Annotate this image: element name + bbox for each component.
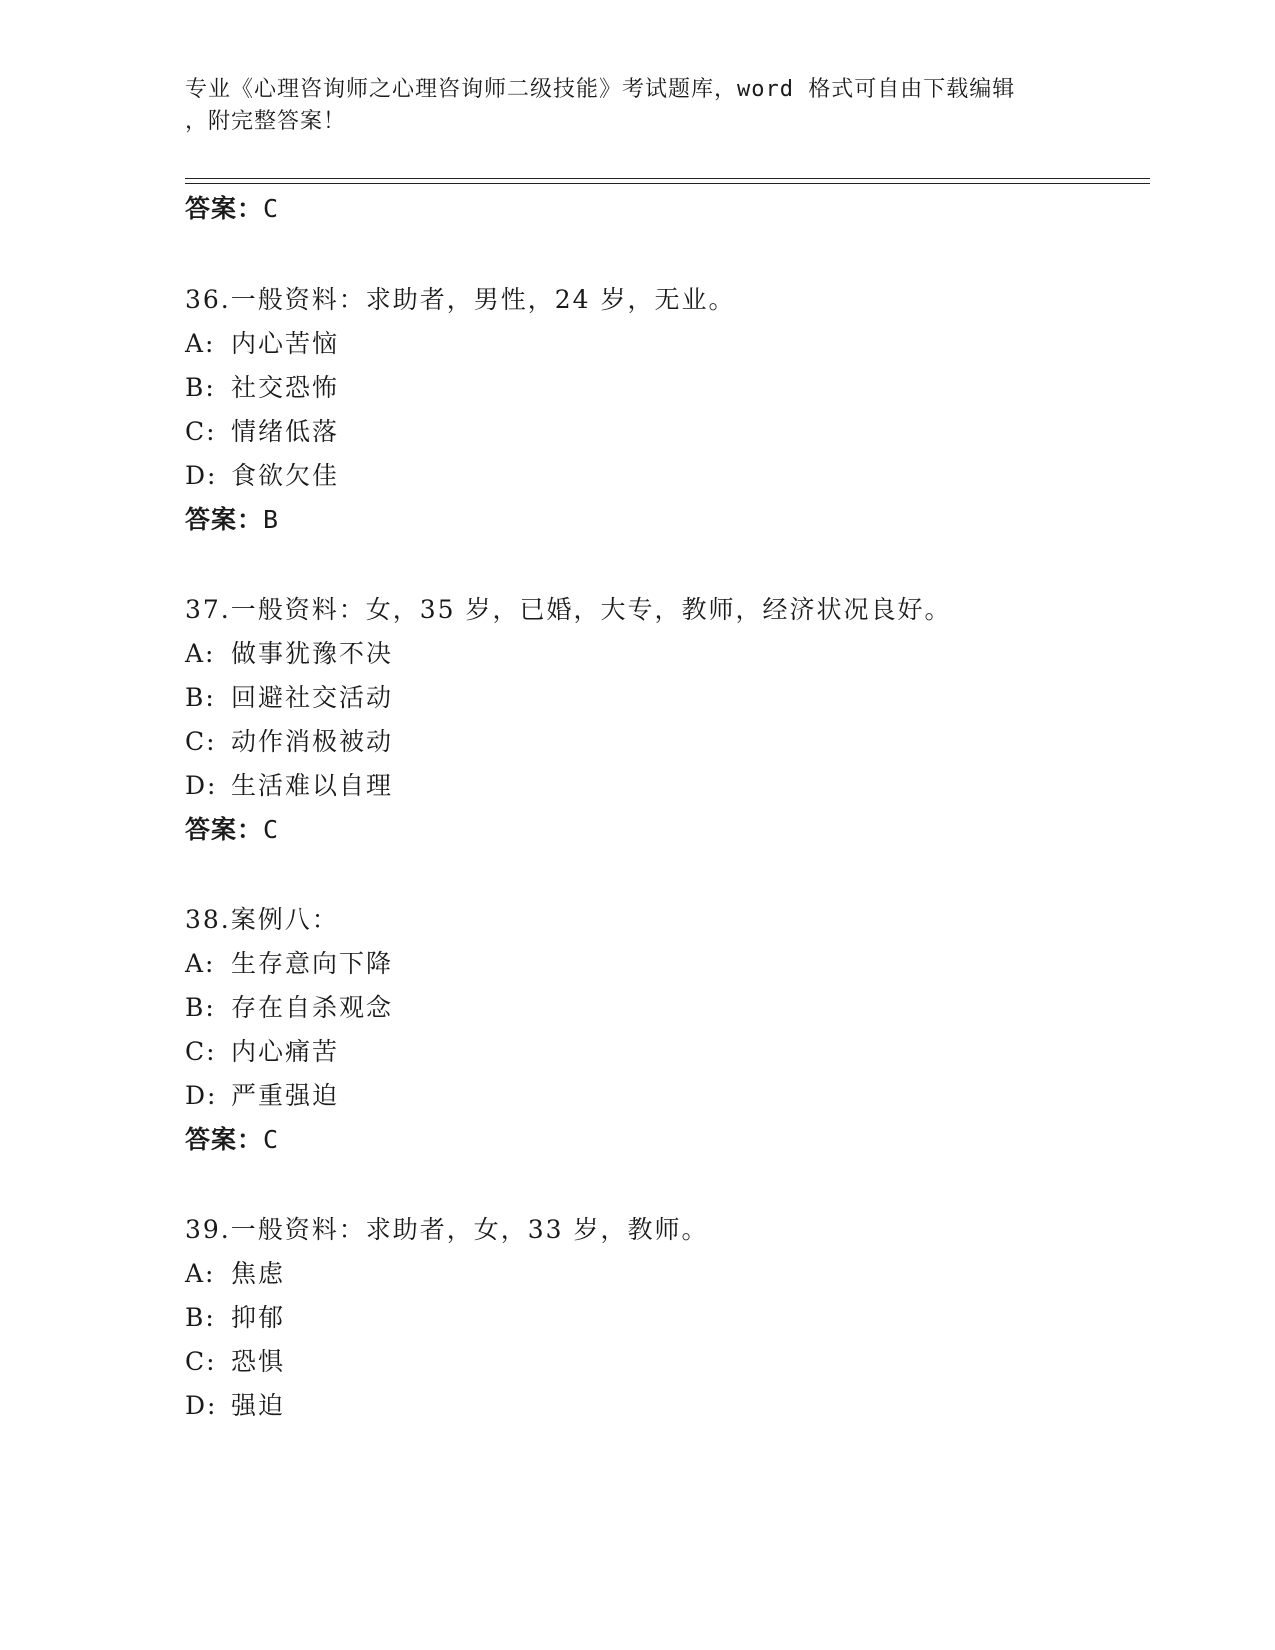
option-a: [185, 637, 393, 671]
header-line-1: 专业《心理咨询师之心理咨询师二级技能》考试题库，word 格式可自由下载编辑: [185, 77, 1016, 102]
option-key: D:: [185, 461, 218, 490]
option-d: [185, 1389, 285, 1423]
answer-value: B: [263, 505, 280, 534]
option-key: B:: [185, 1303, 216, 1332]
answer-line: [185, 813, 279, 847]
option-key: D:: [185, 1391, 218, 1420]
option-text: 抑郁: [231, 1303, 286, 1332]
option-key: C:: [185, 1037, 217, 1066]
option-key: B:: [185, 993, 216, 1022]
option-text: 焦虑: [231, 1259, 286, 1288]
option-a: [185, 327, 339, 361]
option-c: [185, 415, 339, 449]
header-divider-top: [185, 178, 1150, 179]
question-stem: 36.一般资料：求助者，男性，24 岁，无业。: [185, 285, 736, 314]
option-d: [185, 769, 393, 803]
option-key: D:: [185, 771, 218, 800]
option-key: B:: [185, 683, 216, 712]
question-stem: 37.一般资料：女，35 岁，已婚，大专，教师，经济状况良好。: [185, 595, 952, 624]
option-key: A:: [185, 639, 216, 668]
option-text: 回避社交活动: [231, 683, 394, 712]
question-stem: 39.一般资料：求助者，女，33 岁，教师。: [185, 1215, 709, 1244]
option-text: 生存意向下降: [231, 949, 394, 978]
question-stem: 38.案例八：: [185, 905, 339, 934]
answer-value: C: [263, 1125, 280, 1154]
option-text: 恐惧: [231, 1347, 286, 1376]
answer-label: 答案：: [185, 194, 264, 223]
answer-label: 答案：: [185, 815, 264, 844]
option-key: C:: [185, 1347, 217, 1376]
option-d: [185, 459, 339, 493]
option-d: [185, 1079, 339, 1113]
option-key: B:: [185, 373, 216, 402]
option-key: C:: [185, 417, 217, 446]
answer-line: [185, 1123, 279, 1157]
option-text: 强迫: [231, 1391, 286, 1420]
document-header: [185, 74, 1065, 138]
option-b: [185, 371, 339, 405]
option-c: [185, 725, 393, 759]
answer-value: C: [263, 815, 280, 844]
answer-value: C: [263, 194, 280, 223]
option-text: 社交恐怖: [231, 373, 340, 402]
option-key: C:: [185, 727, 217, 756]
option-key: A:: [185, 329, 216, 358]
header-divider-bottom: [185, 183, 1150, 184]
option-a: [185, 947, 393, 981]
answer-label: 答案：: [185, 1125, 264, 1154]
option-b: [185, 991, 393, 1025]
answer-label: 答案：: [185, 505, 264, 534]
option-text: 生活难以自理: [231, 771, 394, 800]
option-a: [185, 1257, 285, 1291]
option-text: 内心苦恼: [231, 329, 340, 358]
option-text: 做事犹豫不决: [231, 639, 394, 668]
option-key: A:: [185, 949, 216, 978]
answer-line: [185, 503, 279, 537]
option-text: 存在自杀观念: [231, 993, 394, 1022]
option-c: [185, 1345, 285, 1379]
option-key: A:: [185, 1259, 216, 1288]
option-b: [185, 1301, 285, 1335]
option-b: [185, 681, 393, 715]
option-c: [185, 1035, 339, 1069]
option-key: D:: [185, 1081, 218, 1110]
option-text: 动作消极被动: [231, 727, 394, 756]
option-text: 严重强迫: [231, 1081, 340, 1110]
option-text: 食欲欠佳: [231, 461, 340, 490]
option-text: 情绪低落: [231, 417, 340, 446]
answer-line: [185, 192, 279, 226]
header-line-2: ，附完整答案！: [185, 109, 347, 134]
option-text: 内心痛苦: [231, 1037, 340, 1066]
